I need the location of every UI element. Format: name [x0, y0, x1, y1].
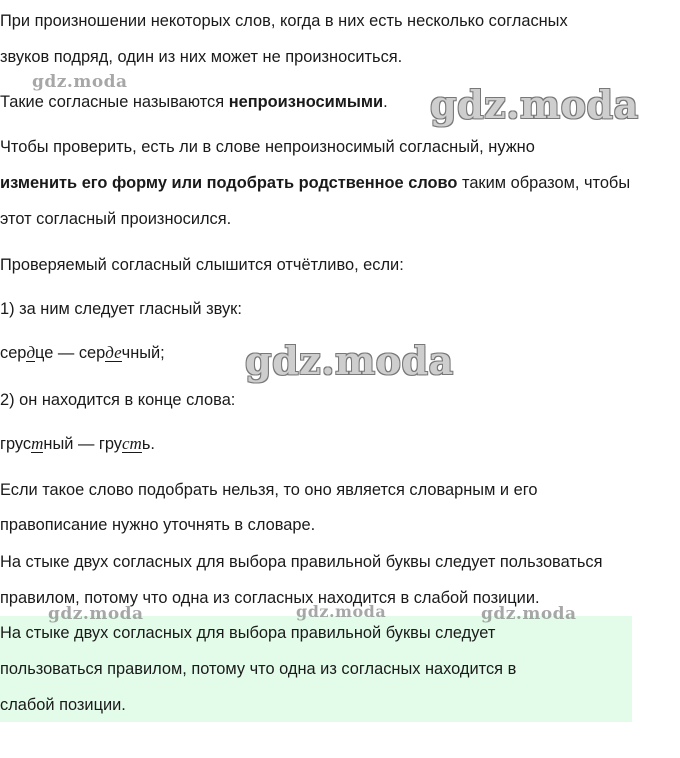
paragraph-3-line-2: изменить его форму или подобрать родственное слово таким образом, чтобы: [0, 174, 631, 192]
example-1: сердце — сердечный;: [0, 343, 165, 362]
watermark: gdz.moda: [430, 82, 639, 127]
example-2: грустный — грусть.: [0, 434, 155, 453]
paragraph-7-line-2: правописание нужно уточнять в словаре.: [0, 516, 316, 534]
paragraph-2: Такие согласные называются непроизносимыми.: [0, 93, 388, 111]
box-line-3: слабой позиции.: [0, 696, 126, 714]
watermark: gdz.moda: [245, 338, 454, 383]
paragraph-5: 1) за ним следует гласный звук:: [0, 300, 242, 318]
box-line-2: пользоваться правилом, потому что одна из согласных находится в: [0, 660, 517, 678]
watermark: gdz.moda: [48, 604, 144, 624]
watermark: gdz.moda: [481, 604, 577, 624]
highlighted-letter: д: [26, 343, 36, 362]
watermark: gdz.moda: [32, 72, 128, 92]
watermark: gdz.moda: [296, 602, 387, 621]
paragraph-8-line-2: правилом, потому что одна из согласных находится в слабой позиции.: [0, 589, 540, 607]
paragraph-7-line-1: Если такое слово подобрать нельзя, то оно является словарным и его: [0, 481, 538, 499]
bold-rule: изменить его форму или подобрать родственное слово: [0, 174, 458, 192]
paragraph-3-line-1: Чтобы проверить, есть ли в слове непроизносимый согласный, нужно: [0, 138, 535, 156]
highlighted-letter: ст: [122, 434, 142, 453]
box-line-1: На стыке двух согласных для выбора правильной буквы следует: [0, 624, 496, 642]
highlighted-letter: де: [105, 343, 122, 362]
paragraph-1-line-1: При произношении некоторых слов, когда в них есть несколько согласных: [0, 12, 568, 30]
bold-term: непроизносимыми: [228, 93, 384, 111]
paragraph-8-line-1: На стыке двух согласных для выбора правильной буквы следует пользоваться: [0, 553, 603, 571]
paragraph-4: Проверяемый согласный слышится отчётливо, если:: [0, 256, 404, 274]
paragraph-6: 2) он находится в конце слова:: [0, 391, 236, 409]
highlighted-letter: т: [31, 434, 44, 453]
paragraph-3-line-3: этот согласный произносился.: [0, 210, 232, 228]
paragraph-1-line-2: звуков подряд, один из них может не произноситься.: [0, 48, 403, 66]
